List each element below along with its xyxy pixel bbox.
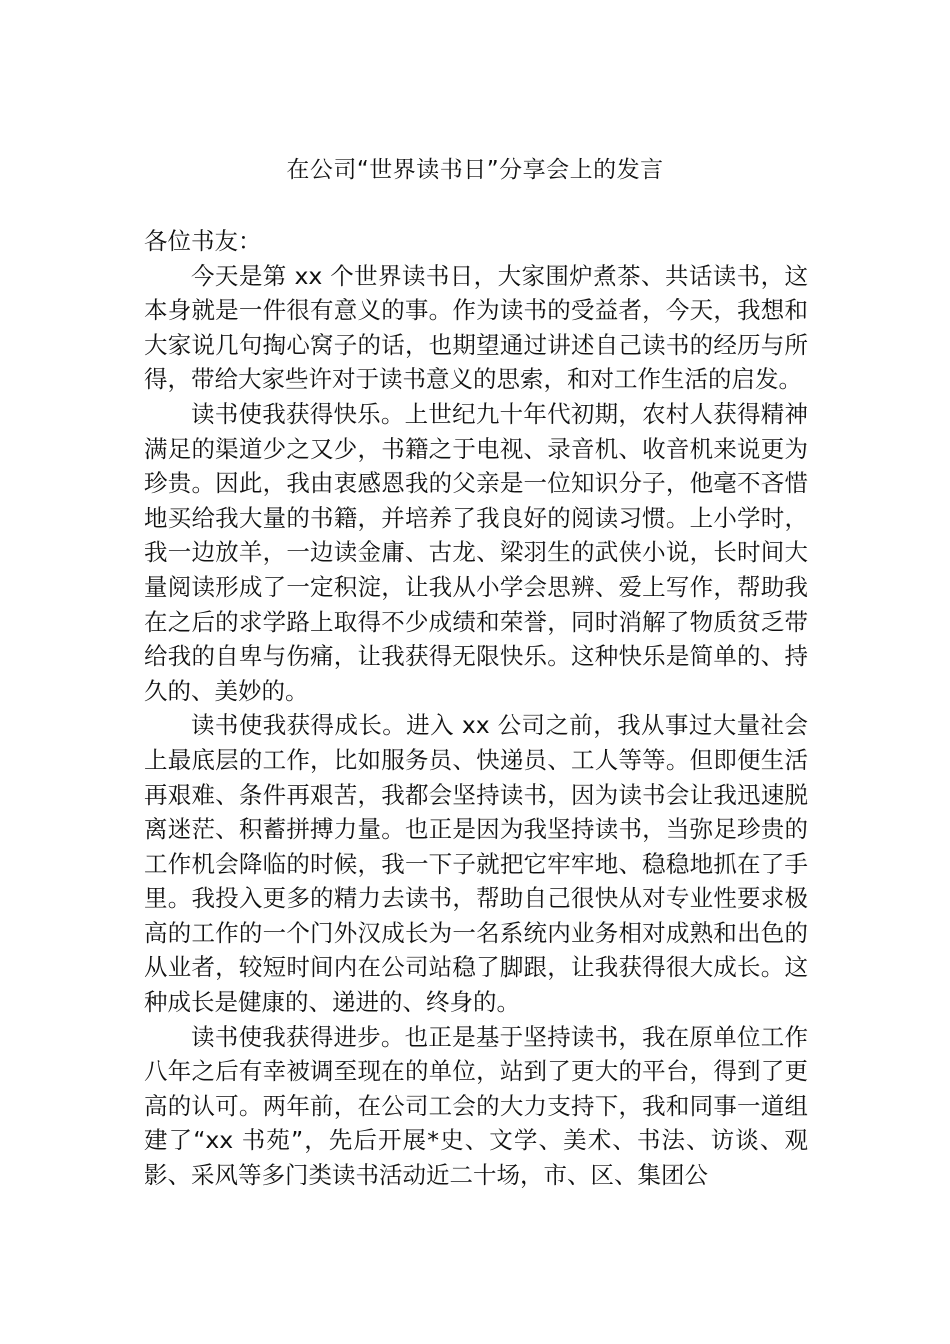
paragraph-happiness: 读书使我获得快乐。上世纪九十年代初期，农村人获得精神满足的渠道少之又少，书籍之于电视、录音机、收音机来说更为珍贵。因此，我由衷感恩我的父亲是一位知识分子，他毫不吝惜地买给我大量的书籍，并培养了我良好的阅读习惯。上小学时，我一边放羊，一边读金庸、古龙、梁羽生的武侠小说，长时间大量阅读形成了一定积淀，让我从小学会思辨、爱上写作，帮助我在之后的求学路上取得不少成绩和荣誉，同时消解了物质贫乏带给我的自卑与伤痛，让我获得无限快乐。这种快乐是简单的、持久的、美妙的。 bbox=[144, 399, 808, 705]
salutation: 各位书友： bbox=[144, 227, 262, 255]
paragraph-intro: 今天是第 xx 个世界读书日，大家围炉煮茶、共话读书，这本身就是一件很有意义的事。作为读书的受益者，今天，我想和大家说几句掏心窝子的话，也期望通过讲述自己读书的经历与所得，带给大家些许对于读书意义的思索，和对工作生活的启发。 bbox=[144, 261, 808, 394]
paragraph-progress: 读书使我获得进步。也正是基于坚持读书，我在原单位工作八年之后有幸被调至现在的单位，站到了更大的平台，得到了更高的认可。两年前，在公司工会的大力支持下，我和同事一道组建了“xx 书苑”，先后开展*史、文学、美术、书法、访谈、观影、采风等多门类读书活动近二十场，市、区、集团公 bbox=[144, 1022, 808, 1190]
paragraph-growth: 读书使我获得成长。进入 xx 公司之前，我从事过大量社会上最底层的工作，比如服务员、快递员、工人等等。但即便生活再艰难、条件再艰苦，我都会坚持读书，因为读书会让我迅速脱离迷茫、积蓄拼搏力量。也正是因为我坚持读书，当弥足珍贵的工作机会降临的时候，我一下子就把它牢牢地、稳稳地抓在了手里。我投入更多的精力去读书，帮助自己很快从对专业性要求极高的工作的一个门外汉成长为一名系统内业务相对成熟和出色的从业者，较短时间内在公司站稳了脚跟，让我获得很大成长。这种成长是健康的、递进的、终身的。 bbox=[144, 711, 808, 1017]
document-title: 在公司“世界读书日”分享会上的发言 bbox=[286, 157, 664, 183]
document-body bbox=[144, 224, 808, 1193]
